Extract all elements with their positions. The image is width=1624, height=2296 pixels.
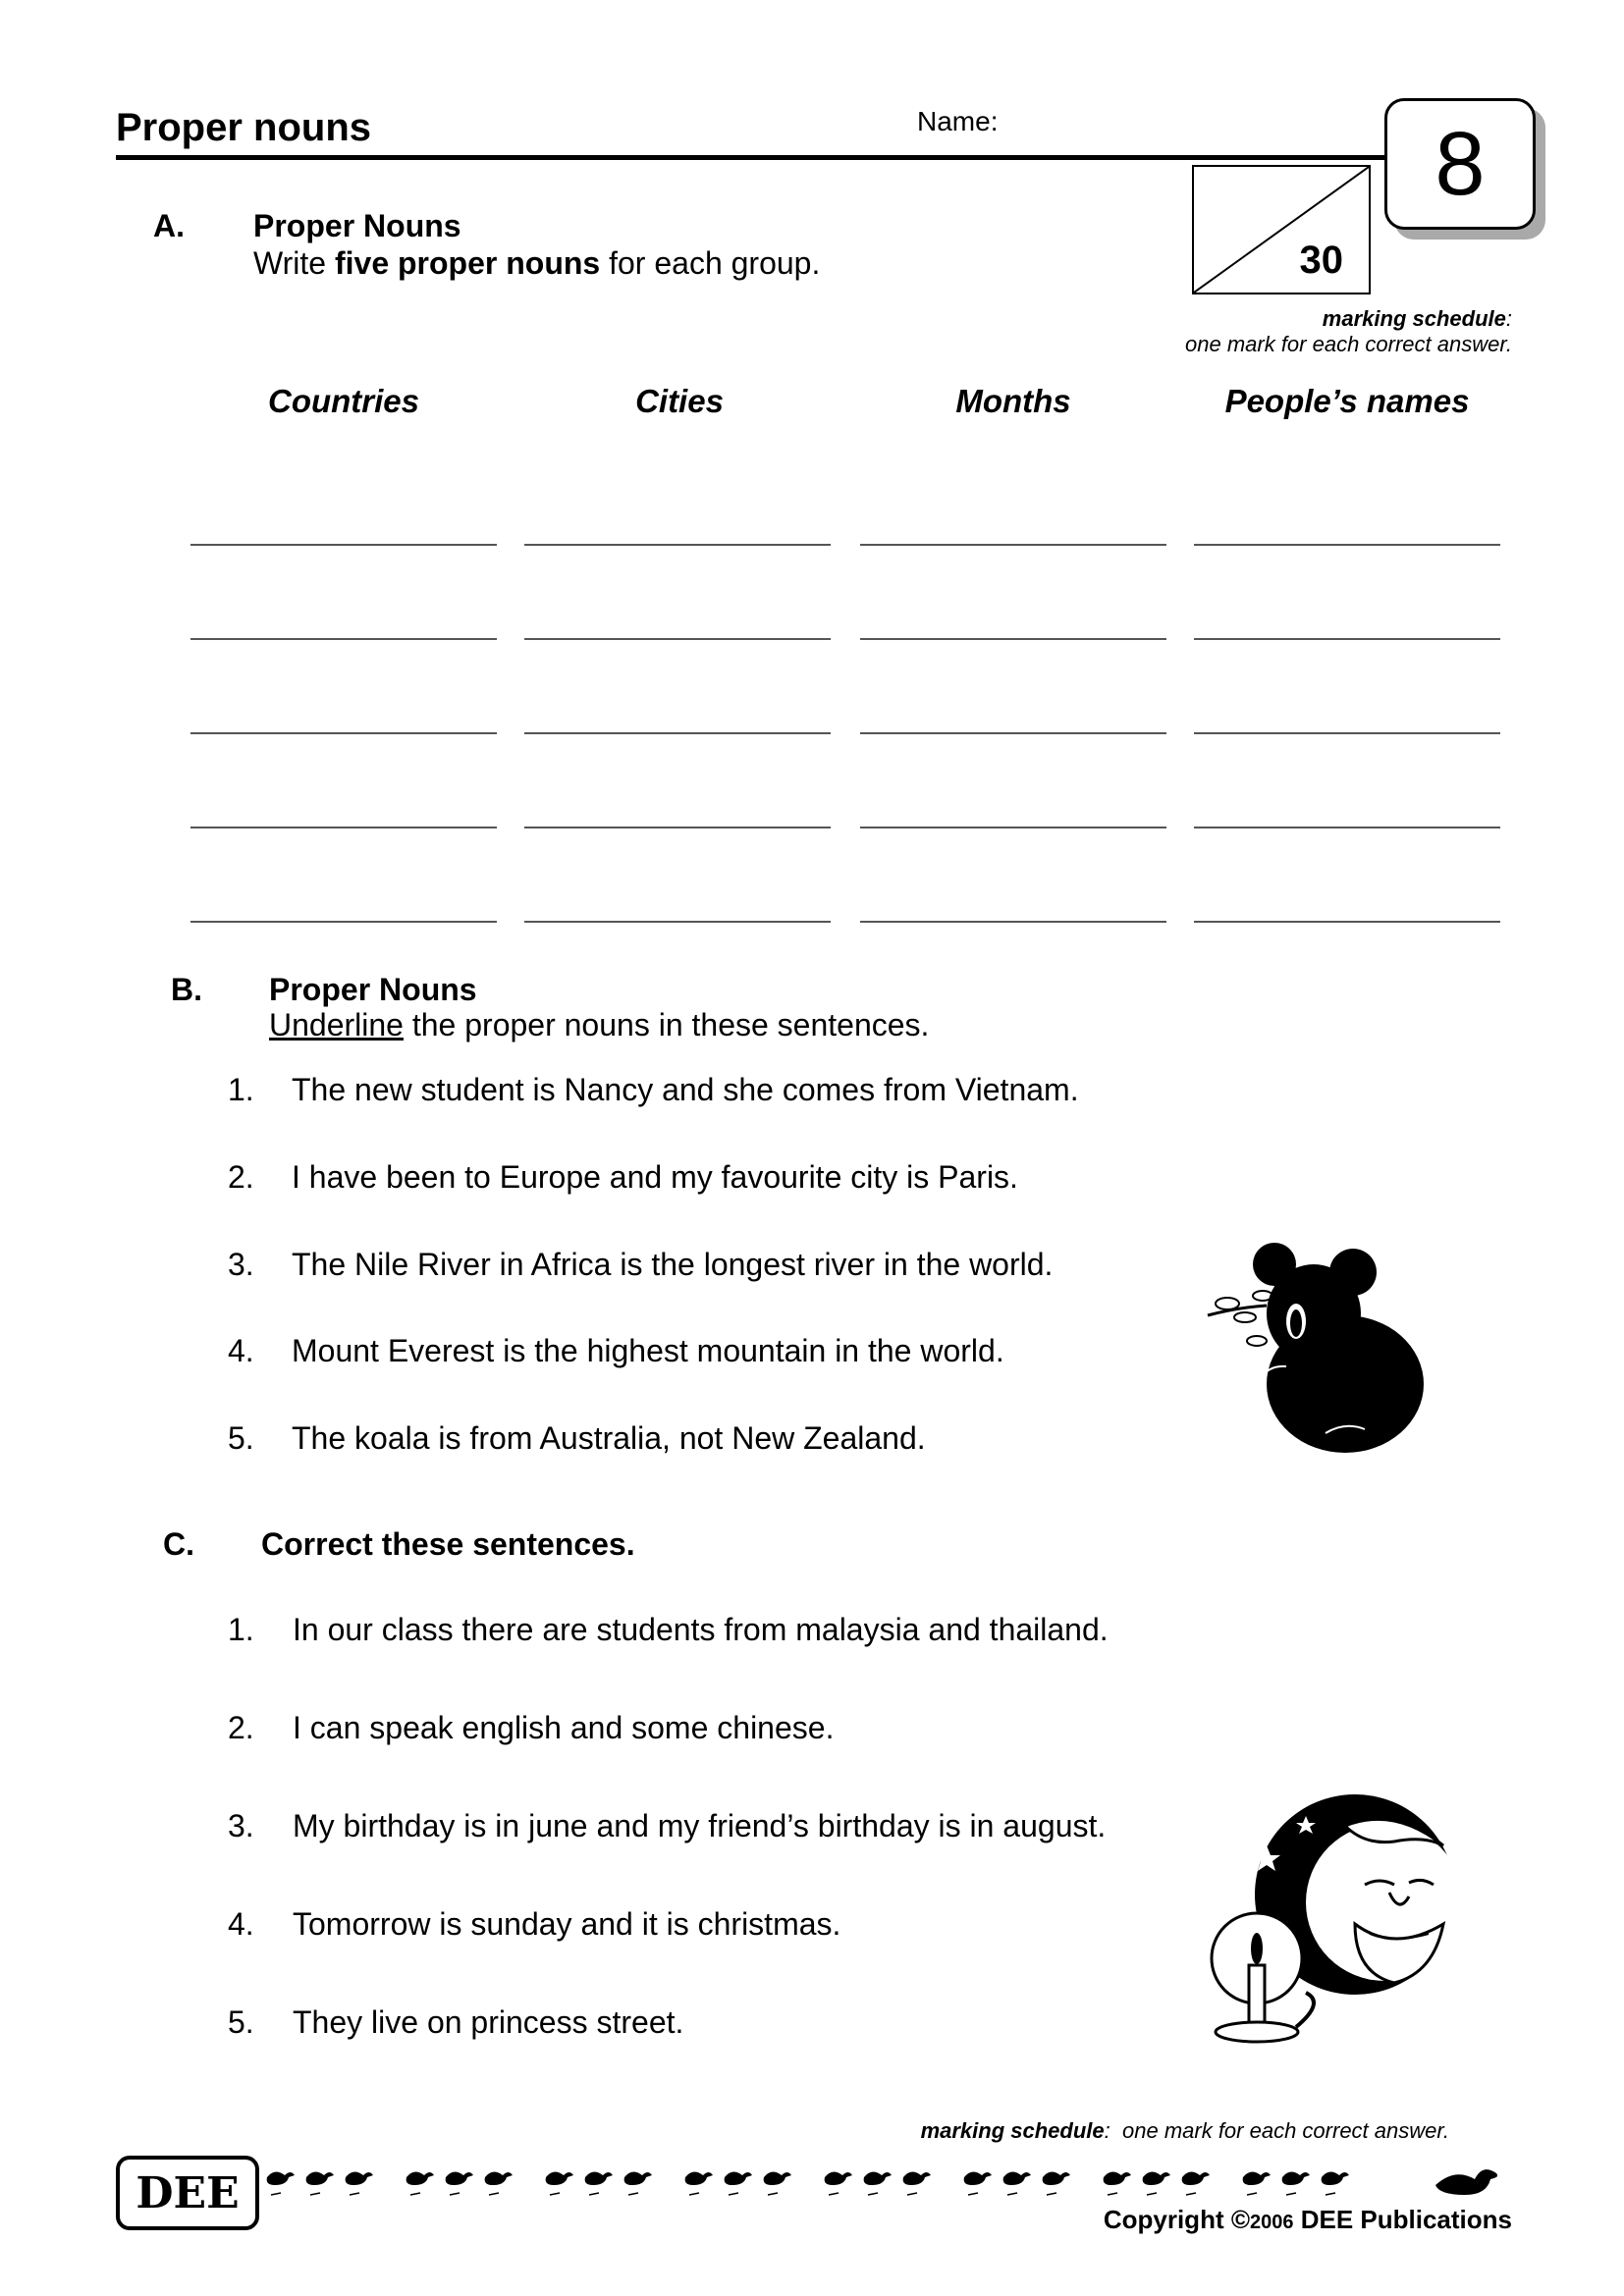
duck-icon (1282, 2171, 1310, 2185)
b-item-text: The Nile River in Africa is the longest river in the world. (292, 1247, 1054, 1282)
ripple-icon (1147, 2193, 1157, 2195)
copyright-year: 2006 (1250, 2212, 1294, 2233)
section-b-letter: B. (171, 972, 202, 1007)
answer-line[interactable] (860, 827, 1166, 828)
ripple-icon (1047, 2193, 1056, 2195)
c-item-text: I can speak english and some chinese. (293, 1710, 835, 1745)
c-item-number: 4. (228, 1906, 254, 1942)
answer-line[interactable] (190, 827, 497, 828)
name-label: Name: (917, 106, 999, 136)
ripple-icon (410, 2193, 420, 2195)
duck-icon (346, 2171, 373, 2185)
section-b-instruction (269, 1007, 929, 1043)
duck-icon (825, 2171, 852, 2185)
answer-line[interactable] (1194, 544, 1500, 546)
instruction-rest: the proper nouns in these sentences. (403, 1007, 930, 1042)
answer-line[interactable] (1194, 638, 1500, 640)
ripple-icon (589, 2193, 599, 2195)
answer-line[interactable] (524, 544, 831, 546)
duck-icon (1143, 2171, 1170, 2185)
ripple-icon (907, 2193, 917, 2195)
ripple-icon (829, 2193, 839, 2195)
ripple-icon (350, 2193, 359, 2195)
large-duck-icon (1435, 2169, 1497, 2195)
ripple-icon (729, 2193, 738, 2195)
ripple-icon (489, 2193, 499, 2195)
ripple-icon (1326, 2193, 1335, 2195)
answer-line[interactable] (1194, 732, 1500, 734)
b-item-number: 4. (228, 1333, 254, 1368)
section-a-instruction (253, 245, 820, 282)
ripple-icon (628, 2193, 638, 2195)
ripple-icon (868, 2193, 878, 2195)
score-box (1192, 165, 1371, 294)
ripple-icon (1286, 2193, 1296, 2195)
ripple-icon (310, 2193, 320, 2195)
duck-icon (1243, 2171, 1271, 2185)
column-header-months: Months (955, 383, 1071, 419)
ripple-icon (768, 2193, 778, 2195)
copyright-prefix: Copyright © (1103, 2205, 1250, 2234)
answer-line[interactable] (860, 921, 1166, 923)
c-item-text: They live on princess street. (293, 2004, 684, 2040)
marking-schedule-colon: : (1104, 2118, 1110, 2143)
duck-icon (1104, 2171, 1131, 2185)
marking-schedule-text: one mark for each correct answer. (1185, 332, 1512, 356)
duck-icon (406, 2171, 434, 2185)
answer-line[interactable] (524, 827, 831, 828)
ripple-icon (1247, 2193, 1257, 2195)
duck-icon (1043, 2171, 1070, 2185)
answer-line[interactable] (190, 921, 497, 923)
c-item-number: 3. (228, 1808, 254, 1843)
duck-icon (1322, 2171, 1349, 2185)
marking-schedule-a (1080, 306, 1512, 357)
duck-icon (267, 2171, 295, 2185)
column-header-countries: Countries (267, 383, 419, 419)
instruction-suffix: for each group. (600, 245, 821, 281)
title-rule (116, 155, 1392, 160)
answer-line[interactable] (524, 732, 831, 734)
c-item-text: My birthday is in june and my friend’s birthday is in august. (293, 1808, 1107, 1843)
dee-logo: DEE (116, 2156, 259, 2230)
copyright-suffix: DEE Publications (1293, 2205, 1512, 2234)
ripple-icon (1186, 2193, 1196, 2195)
duck-icon (1182, 2171, 1210, 2185)
score-total: 30 (1299, 239, 1343, 282)
duck-icon (306, 2171, 334, 2185)
ripple-icon (689, 2193, 699, 2195)
b-item-text: I have been to Europe and my favourite city is Paris. (292, 1159, 1018, 1195)
b-item-text: Mount Everest is the highest mountain in the world. (292, 1333, 1004, 1368)
answer-line[interactable] (190, 638, 497, 640)
lesson-number-badge: 8 (1384, 98, 1536, 230)
b-item-number: 1. (228, 1072, 254, 1107)
duck-border-decoration (257, 2156, 1514, 2209)
instruction-bold: five proper nouns (334, 245, 601, 281)
duck-icon (546, 2171, 573, 2185)
duck-icon (485, 2171, 513, 2185)
duck-icon (864, 2171, 892, 2185)
santa-candle-illustration (1198, 1787, 1483, 2061)
ripple-icon (550, 2193, 560, 2195)
duck-icon (685, 2171, 713, 2185)
marking-schedule-text: one mark for each correct answer. (1110, 2118, 1449, 2143)
c-item-text: In our class there are students from malaysia and thailand. (293, 1612, 1109, 1647)
instruction-underlined: Underline (269, 1007, 404, 1042)
marking-schedule-label: marking schedule (1322, 306, 1506, 331)
c-item-text: Tomorrow is sunday and it is christmas. (293, 1906, 841, 1942)
answer-line[interactable] (860, 638, 1166, 640)
section-b-heading: Proper Nouns (269, 972, 477, 1007)
duck-icon (624, 2171, 652, 2185)
answer-line[interactable] (524, 921, 831, 923)
answer-line[interactable] (190, 732, 497, 734)
instruction-prefix: Write (253, 245, 335, 281)
answer-line[interactable] (1194, 827, 1500, 828)
marking-schedule-colon: : (1505, 306, 1512, 331)
answer-line[interactable] (190, 544, 497, 546)
section-c-heading: Correct these sentences. (261, 1526, 635, 1562)
ripple-icon (271, 2193, 281, 2195)
answer-line[interactable] (1194, 921, 1500, 923)
koala-illustration (1198, 1237, 1434, 1453)
b-item-number: 2. (228, 1159, 254, 1195)
duck-icon (964, 2171, 992, 2185)
ripple-icon (450, 2193, 460, 2195)
copyright (982, 2205, 1512, 2235)
duck-icon (446, 2171, 473, 2185)
marking-schedule-label: marking schedule (920, 2118, 1105, 2143)
section-a-heading: Proper Nouns (253, 208, 461, 243)
duck-icon (764, 2171, 791, 2185)
marking-schedule-c (785, 2118, 1449, 2144)
duck-icon (903, 2171, 931, 2185)
c-item-number: 2. (228, 1710, 254, 1745)
ripple-icon (1007, 2193, 1017, 2195)
answer-line[interactable] (524, 638, 831, 640)
answer-line[interactable] (860, 732, 1166, 734)
c-item-number: 1. (228, 1612, 254, 1647)
ripple-icon (1108, 2193, 1117, 2195)
b-item-text: The koala is from Australia, not New Zealand. (292, 1420, 926, 1456)
page-title: Proper nouns (116, 106, 372, 149)
column-header-peoples-names: People’s names (1224, 383, 1470, 419)
duck-icon (585, 2171, 613, 2185)
c-item-number: 5. (228, 2004, 254, 2040)
answer-line[interactable] (860, 544, 1166, 546)
ripple-icon (968, 2193, 978, 2195)
duck-icon (1003, 2171, 1031, 2185)
b-item-text: The new student is Nancy and she comes from Vietnam. (292, 1072, 1079, 1107)
section-c-letter: C. (163, 1526, 194, 1562)
column-header-cities: Cities (635, 383, 724, 419)
section-a-letter: A. (153, 208, 185, 243)
b-item-number: 5. (228, 1420, 254, 1456)
b-item-number: 3. (228, 1247, 254, 1282)
duck-icon (725, 2171, 752, 2185)
